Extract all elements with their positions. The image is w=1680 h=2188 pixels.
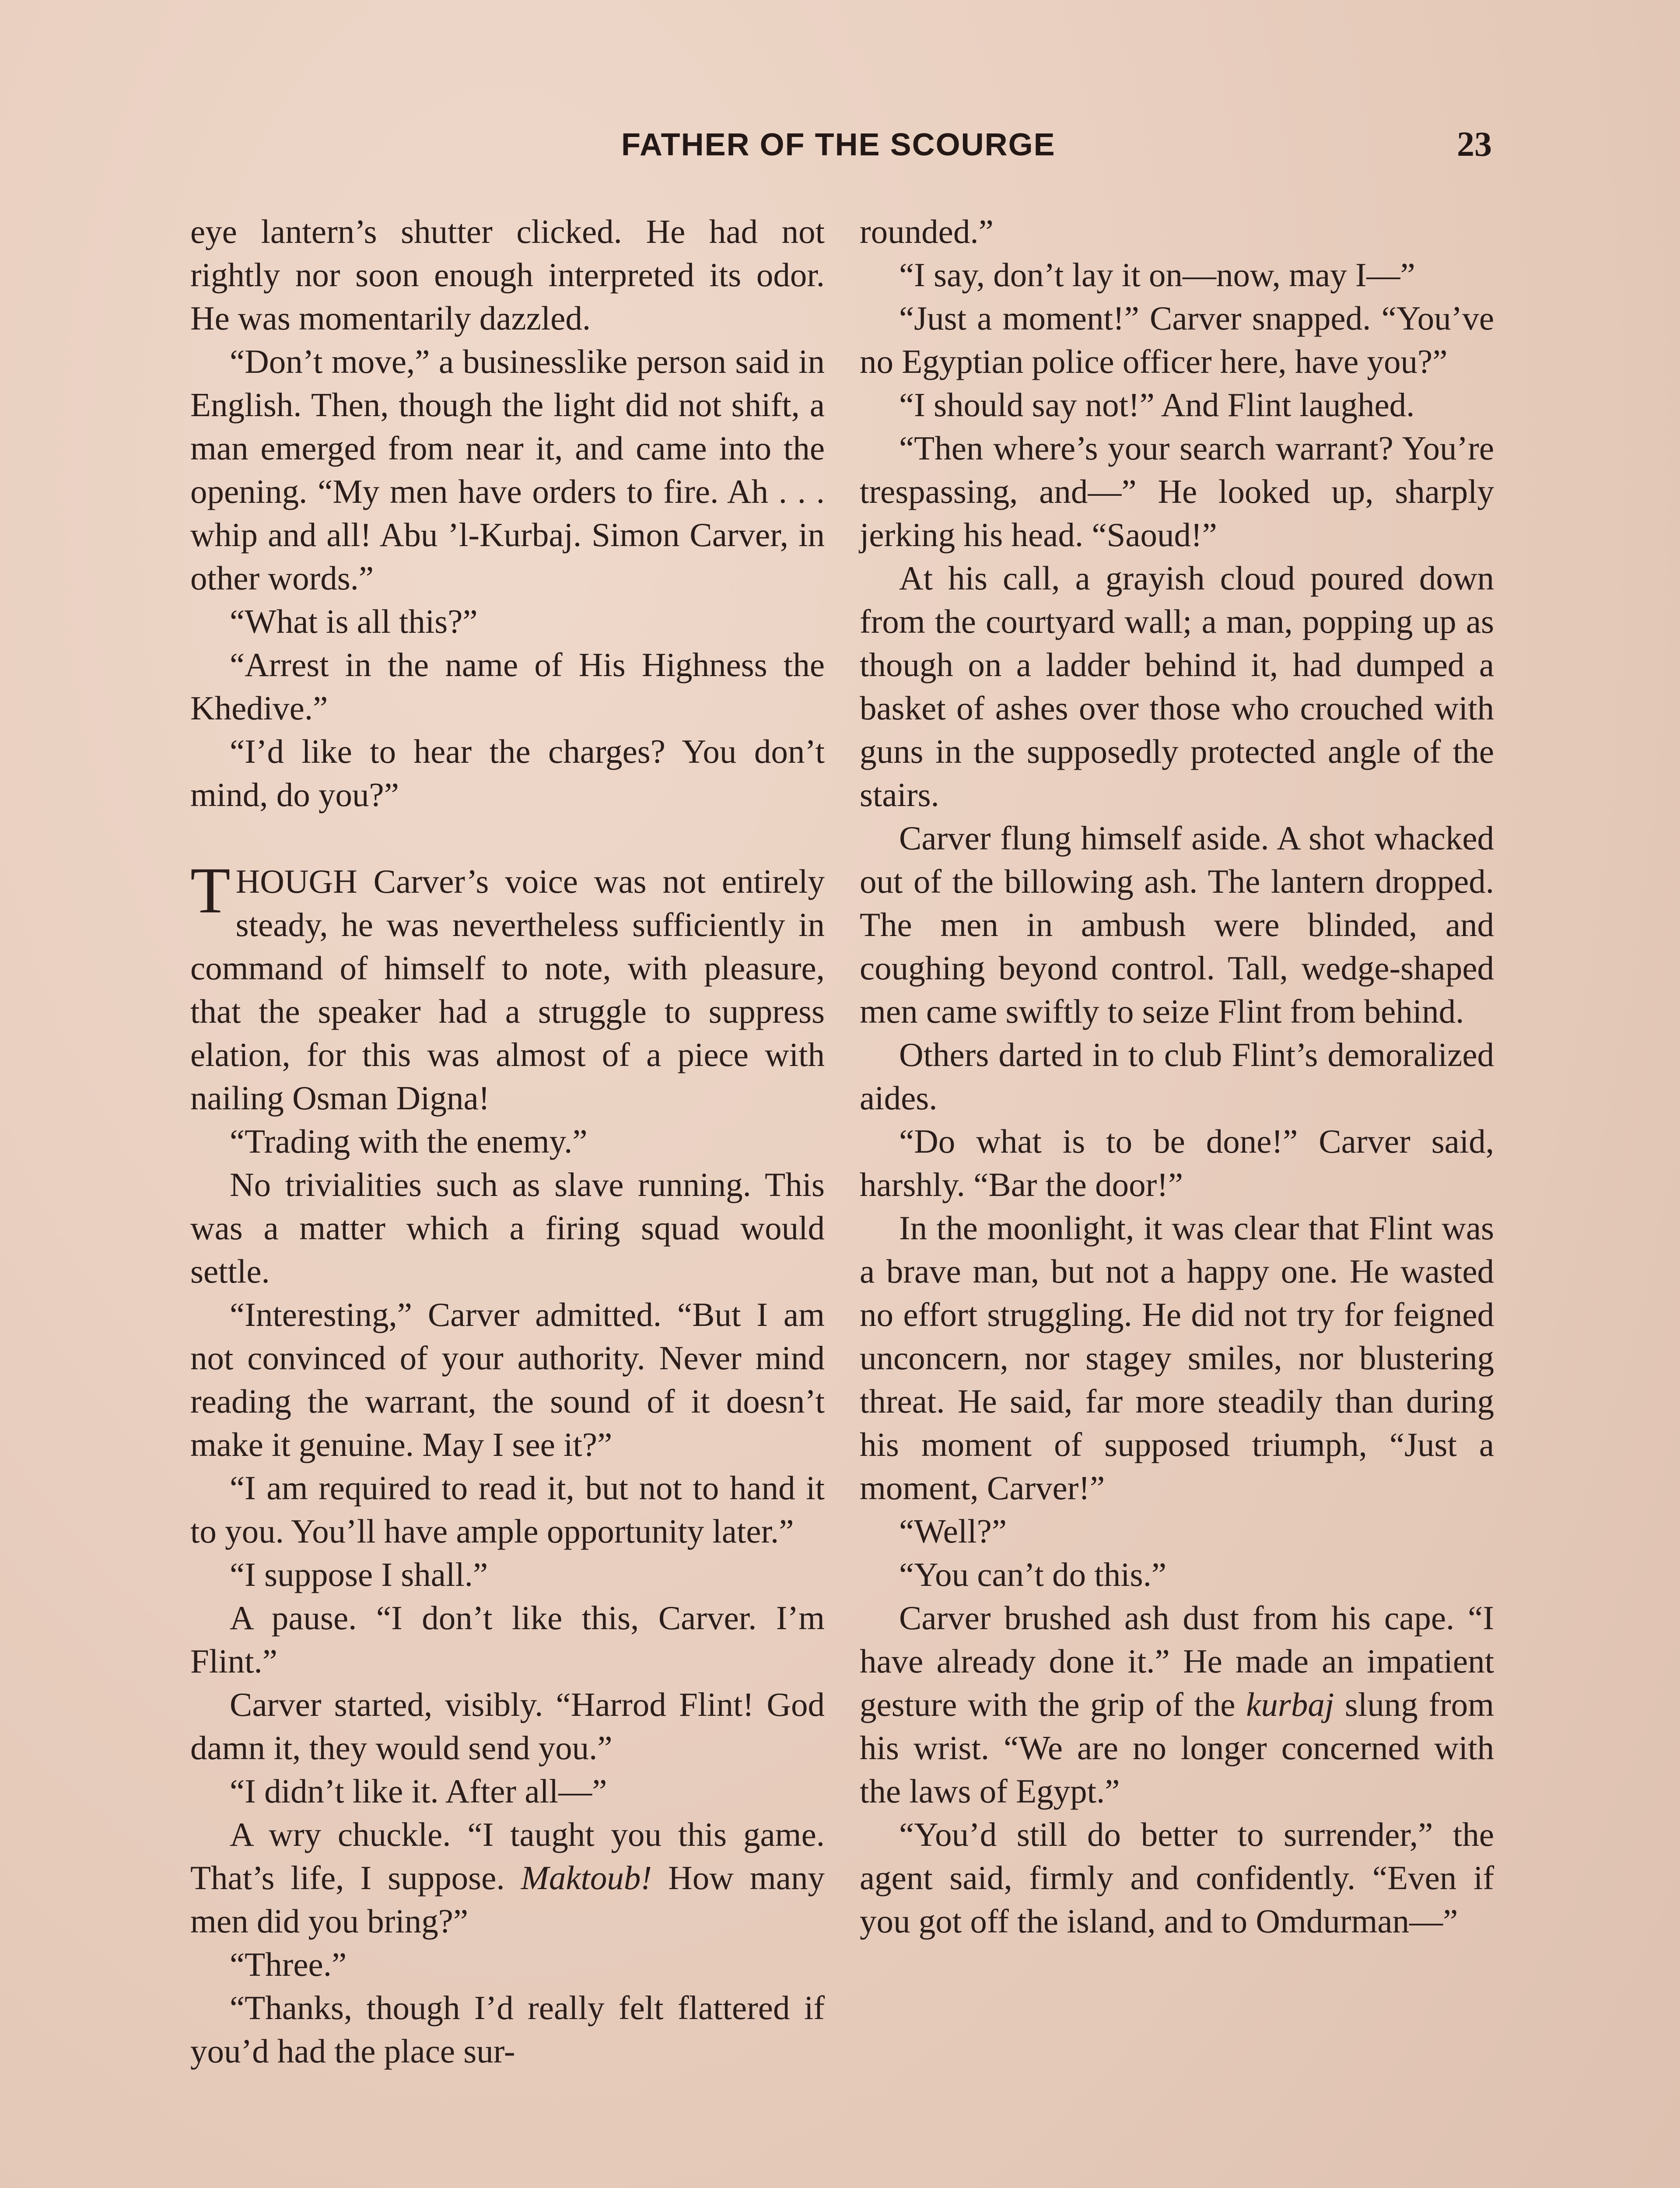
paragraph-text: At his call, a grayish cloud poured down from the courtyard wall; a man, popping up as though on a ladder behind it, had dumped a basket of ashes over those who crouched with guns in the supposedly protected angle of the stairs. [860,559,1494,813]
paragraph-text: “I suppose I shall.” [230,1556,488,1593]
paragraph [860,557,1494,817]
paragraph-text: “I didn’t like it. After all—” [230,1772,607,1810]
paragraph [190,600,825,643]
paragraph [860,297,1494,383]
paragraph [860,383,1494,427]
paragraph [190,1986,825,2073]
paragraph [860,1553,1494,1596]
paragraph [860,1596,1494,1813]
paragraph-text: In the moonlight, it was clear that Flint was a brave man, but not a happy one. He wasted no effort struggling. He did not try for feigned unconcern, nor stagey smiles, nor blustering threat. He said, far more steadily than during his moment of supposed triumph, “Just a moment, Carver!” [860,1209,1494,1507]
paragraph [190,730,825,817]
paragraph [190,1813,825,1943]
italic-text: kurbaj [1246,1686,1334,1723]
paragraph-text: “Thanks, though I’d really felt flattered if you’d had the place sur- [190,1989,825,2070]
paragraph-text: “Three.” [230,1946,347,1983]
paragraph [860,817,1494,1033]
paragraph-text: “Just a moment!” Carver snapped. “You’ve no Egyptian police officer here, have you?” [860,299,1494,380]
paragraph-text: “You’d still do better to surrender,” the agent said, firmly and confidently. “Even if you got off the island, and to Omdurman—” [860,1816,1494,1940]
paragraph-text: “Interesting,” Carver admitted. “But I am not convinced of your authority. Never mind reading the warrant, the sound of it doesn’t make it genuine. May I see it?” [190,1296,825,1463]
drop-cap: T [190,854,231,927]
paragraph-text: HOUGH Carver’s voice was not entirely steady, he was nevertheless sufficiently in command of himself to note, with pleasure, that the speaker had a struggle to suppress elation, for this was almost of a piece with nailing Osman Digna! [190,863,825,1117]
paragraph [860,1510,1494,1553]
paragraph [860,210,1494,253]
page-number: 23 [1457,125,1492,164]
paragraph-text: eye lantern’s shutter clicked. He had not rightly nor soon enough interpreted its odor. He was momentarily dazzled. [190,213,825,337]
paragraph [190,854,825,1120]
paragraph [190,643,825,730]
paragraph [190,340,825,600]
paragraph-text: “Don’t move,” a businesslike person said in English. Then, though the light did not shift, a man emerged from near it, and came into the opening. “My men have orders to fire. Ah . . . whip and all! Abu ’l-Kurbaj. Simon Carver, in other words.” [190,343,825,597]
paragraph [860,1033,1494,1120]
paragraph-text-continued: How many men did you bring?” [190,1859,825,1940]
paragraph [860,253,1494,297]
paragraph-text: A pause. “I don’t like this, Carver. I’m Flint.” [190,1599,825,1680]
text-column-left [190,210,825,2073]
paragraph [860,1813,1494,1943]
paragraph-text: “Then where’s your search warrant? You’re trespassing, and—” He looked up, sharply jerking his head. “Saoud!” [860,429,1494,554]
paragraph-text: Carver brushed ash dust from his cape. “I have already done it.” He made an impatient gesture with the grip of the [860,1599,1494,1723]
paragraph-text: “I should say not!” And Flint laughed. [899,386,1415,424]
paragraph-text: Others darted in to club Flint’s demoralized aides. [860,1036,1494,1117]
paragraph [860,427,1494,557]
paragraph-text: “What is all this?” [230,603,478,640]
paragraph [190,1770,825,1813]
paragraph-text: A wry chuckle. “I taught you this game. That’s life, I suppose. [190,1816,825,1897]
paragraph-text: Carver started, visibly. “Harrod Flint! God damn it, they would send you.” [190,1686,825,1767]
paragraph-text: “I’d like to hear the charges? You don’t mind, do you?” [190,733,825,813]
paragraph [190,210,825,340]
paragraph-text: No trivialities such as slave running. This was a matter which a firing squad would settle. [190,1166,825,1290]
paragraph-text: “I am required to read it, but not to hand it to you. You’ll have ample opportunity later.” [190,1469,825,1550]
paragraph [190,1293,825,1466]
text-column-right [860,210,1494,1943]
paragraph-text: “Arrest in the name of His Highness the Khedive.” [190,646,825,727]
paragraph-text: “Do what is to be done!” Carver said, harshly. “Bar the door!” [860,1122,1494,1203]
paragraph [190,1466,825,1553]
paragraph [860,1120,1494,1206]
paragraph-text-continued: slung from his wrist. “We are no longer concerned with the laws of Egypt.” [860,1686,1494,1810]
paragraph [190,1553,825,1596]
paragraph-text: “You can’t do this.” [899,1556,1166,1593]
paragraph [190,1596,825,1683]
paragraph [860,1206,1494,1510]
paragraph-text: “Well?” [899,1512,1007,1550]
paragraph [190,1943,825,1986]
paragraph-text: rounded.” [860,213,994,250]
paragraph-text: “Trading with the enemy.” [230,1122,588,1160]
paragraph [190,1683,825,1770]
paragraph-text: “I say, don’t lay it on—now, may I—” [899,256,1415,294]
paragraph-text: Carver flung himself aside. A shot whacked out of the billowing ash. The lantern dropped. The men in ambush were blinded, and coughing beyond control. Tall, wedge-shaped men came swiftly to seize Flint from behind. [860,819,1494,1030]
paragraph [190,1163,825,1293]
paragraph [190,1120,825,1163]
italic-text: Maktoub! [521,1859,652,1897]
running-title: FATHER OF THE SCOURGE [621,127,1056,162]
